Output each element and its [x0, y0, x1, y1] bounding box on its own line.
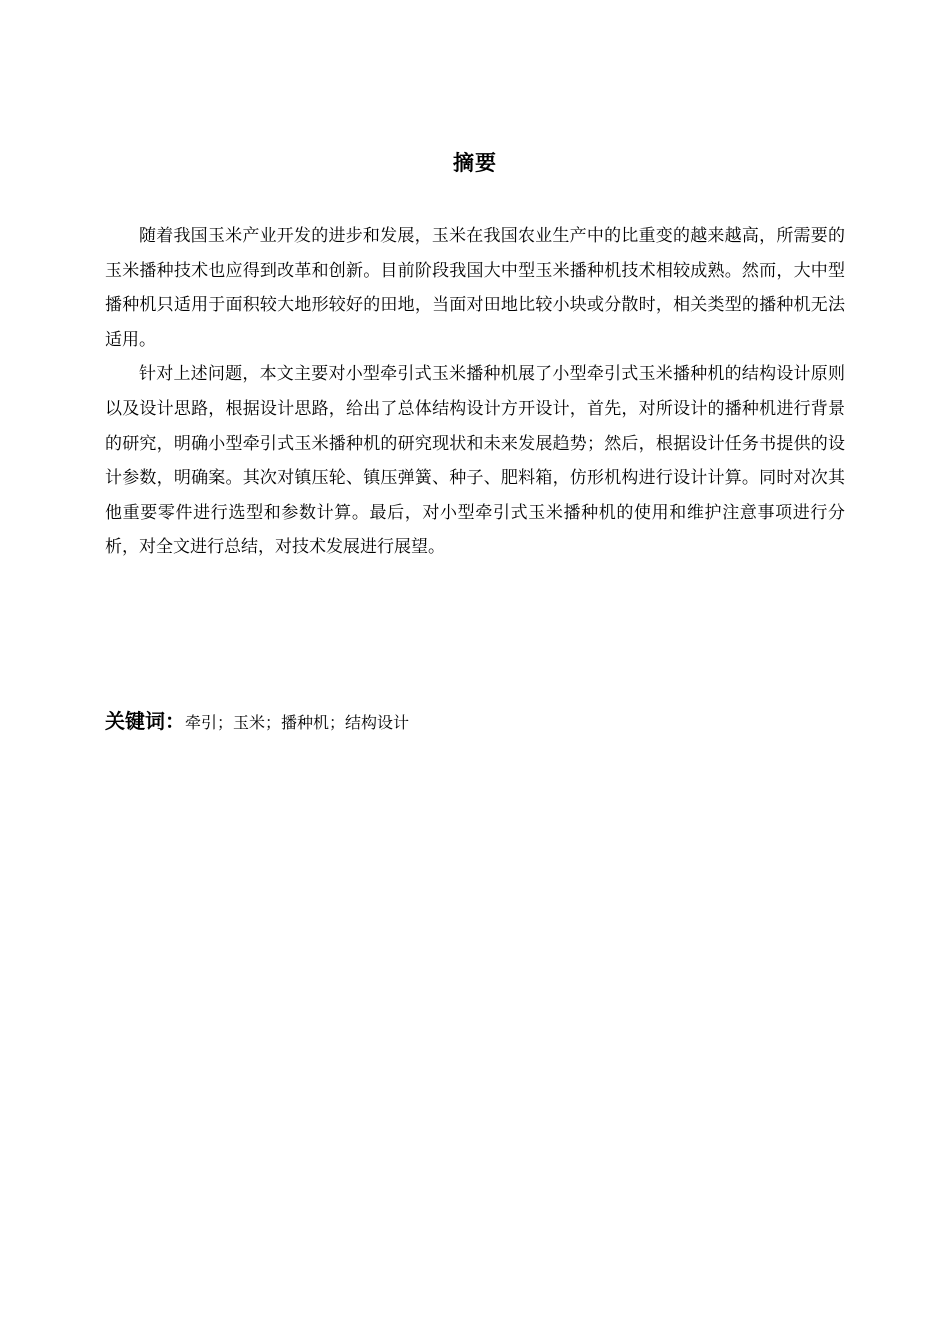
abstract-paragraph-1: 随着我国玉米产业开发的进步和发展，玉米在我国农业生产中的比重变的越来越高，所需要的玉米播种技术也应得到改革和创新。目前阶段我国大中型玉米播种机技术相较成熟。然而，大中型播种机只适用于面积较大地形较好的田地，当面对田地比较小块或分散时，相关类型的播种机无法适用。 [105, 226, 845, 350]
abstract-paragraph-2: 针对上述问题，本文主要对小型牵引式玉米播种机展了小型牵引式玉米播种机的结构设计原则以及设计思路，根据设计思路，给出了总体结构设计方开设计，首先，对所设计的播种机进行背景的研究，明确小型牵引式玉米播种机的研究现状和未来发展趋势；然后，根据设计任务书提供的设计参数，明确案。其次对镇压轮、镇压弹簧、种子、肥料箱，仿形机构进行设计计算。同时对次其他重要零件进行选型和参数计算。最后，对小型牵引式玉米播种机的使用和维护注意事项进行分析，对全文进行总结，对技术发展进行展望。 [105, 364, 845, 558]
keywords-label: 关键词： [105, 709, 185, 733]
keywords-value: 牵引；玉米；播种机；结构设计 [185, 713, 410, 732]
abstract-body [105, 219, 845, 565]
keywords-line [105, 705, 845, 740]
abstract-title: 摘要 [453, 151, 497, 175]
